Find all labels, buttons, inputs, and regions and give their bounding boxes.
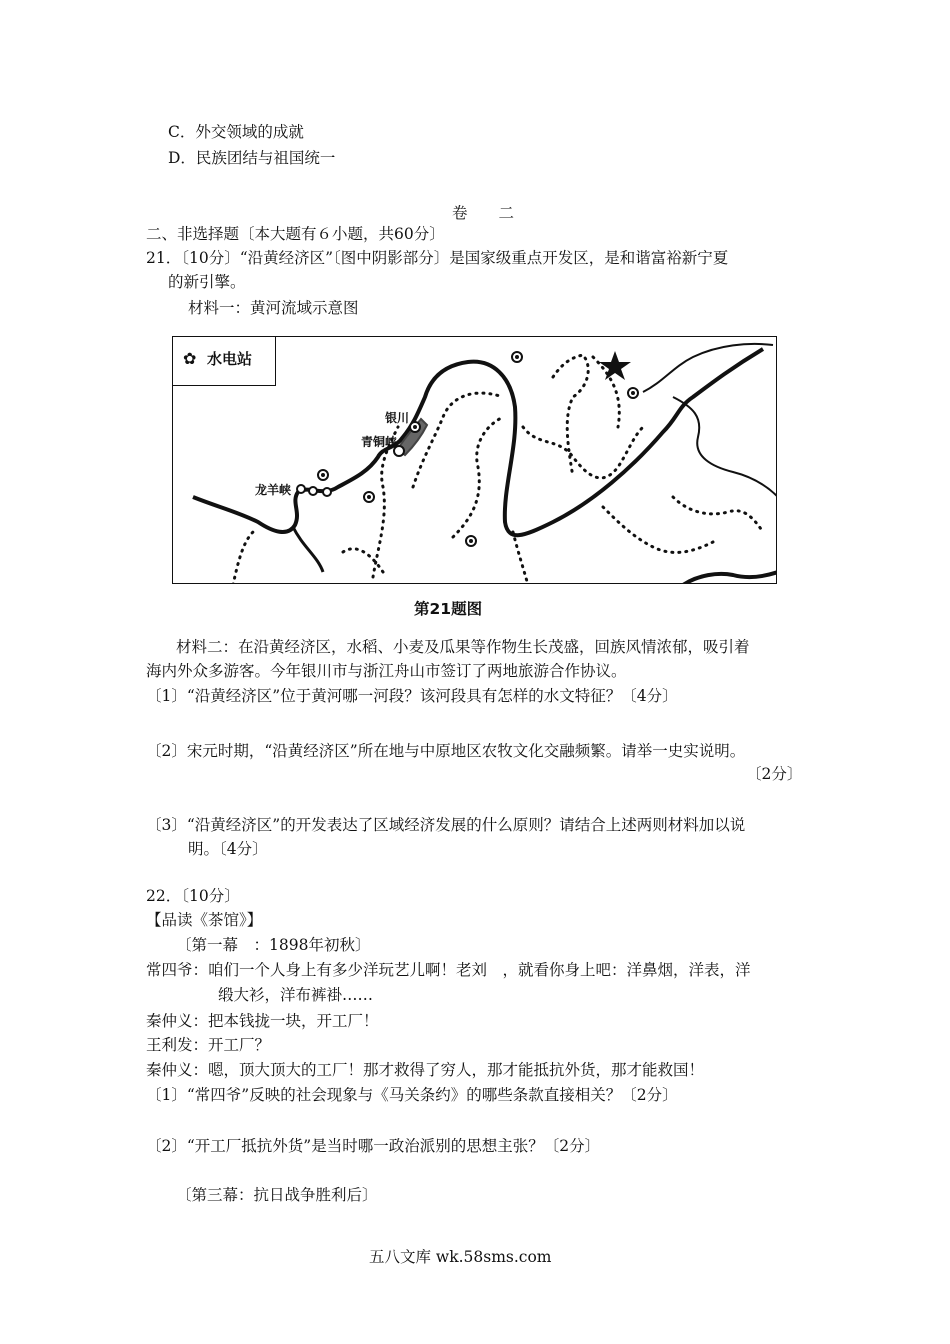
- city-label-yinchuan: 银川: [385, 411, 410, 425]
- q22-sub2: 〔2〕“开工厂抵抗外货”是当时哪一政治派别的思想主张？〔2分〕: [146, 1137, 601, 1155]
- q21-sub1: 〔1〕“沿黄经济区”位于黄河哪一河段？该河段具有怎样的水文特征？〔4分〕: [146, 687, 678, 705]
- q22-sub1: 〔1〕“常四爷”反映的社会现象与《马关条约》的哪些条款直接相关？〔2分〕: [146, 1086, 678, 1104]
- volume-title: 卷 二: [452, 204, 515, 222]
- yellow-river-main-line: [193, 349, 763, 535]
- q21-intro-line2: 的新引擎。: [168, 273, 246, 291]
- bay-outline: [673, 397, 777, 497]
- q22-act1: 〔第一幕 ：1898年初秋〕: [176, 936, 371, 954]
- q21-material2-line2: 海内外众多游客。今年银川市与浙江舟山市签订了两地旅游合作协议。: [146, 662, 627, 680]
- hydropower-station-icon: [323, 488, 331, 496]
- hydropower-station-markers: [297, 352, 638, 546]
- q21-material1-label: 材料一：黄河流域示意图: [188, 299, 359, 317]
- q21-intro-line1: 21．〔10分〕“沿黄经济区”〔图中阴影部分〕是国家级重点开发区，是和谐富裕新宁夏: [146, 249, 729, 267]
- yellow-river-basin-map: [172, 336, 777, 584]
- section-heading: 二、非选择题〔本大题有６小题，共60分〕: [146, 225, 445, 243]
- option-d: D．民族团结与祖国统一: [168, 149, 336, 167]
- dotted-border-3: [453, 417, 503, 537]
- q21-sub3-line2: 明。〔4分〕: [188, 840, 268, 858]
- page-footer: 五八文库 wk.58sms.com: [369, 1248, 552, 1266]
- q22-dialogue4: 秦仲义：嗯，顶大顶大的工厂！那才救得了穷人，那才能抵抗外货，那才能救国！: [146, 1061, 705, 1079]
- city-label-longyangxia: 龙羊峡: [255, 483, 292, 497]
- option-c: C．外交领域的成就: [168, 123, 304, 141]
- dotted-border-10: [343, 549, 383, 572]
- lower-reach-line: [293, 527, 323, 572]
- capital-star-icon: [599, 351, 631, 380]
- dotted-border-4: [553, 355, 588, 477]
- q21-sub2-score: 〔2分〕: [746, 765, 803, 783]
- q21-sub3-line1: 〔3〕“沿黄经济区”的开发表达了区域经济发展的什么原则？请结合上述两则材料加以说: [146, 816, 746, 834]
- legend-label: 水电站: [207, 350, 253, 368]
- hydropower-station-icon: ✿: [183, 349, 197, 368]
- q22-dialogue1-line1: 常四爷：咱们一个人身上有多少洋玩艺儿啊！老刘 ，就看你身上吧：洋鼻烟，洋表，洋: [146, 961, 751, 979]
- city-label-qingtongxia: 青铜峡: [361, 435, 398, 449]
- q22-header: 22．〔10分〕: [146, 887, 240, 905]
- dotted-border-9: [233, 532, 253, 584]
- q21-material2-line1: 材料二：在沿黄经济区，水稻、小麦及瓜果等作物生长茂盛，回族风情浓郁，吸引着: [176, 638, 750, 656]
- lower-right-coast: [683, 572, 777, 584]
- hydropower-station-icon: [309, 487, 317, 495]
- dotted-border-2: [413, 393, 503, 487]
- map-legend: [173, 337, 276, 386]
- dotted-border-8: [673, 497, 763, 532]
- hydropower-station-icon: [297, 485, 305, 493]
- q21-sub2-line1: 〔2〕宋元时期，“沿黄经济区”所在地与中原地区农牧文化交融频繁。请举一史实说明。: [146, 742, 746, 760]
- q22-dialogue1-line2: 缎大衫，洋布裤褂……: [218, 986, 374, 1004]
- q22-act3: 〔第三幕：抗日战争胜利后〕: [176, 1186, 378, 1204]
- dotted-border-11: [513, 532, 528, 584]
- q22-dialogue3: 王利发：开工厂？: [146, 1036, 271, 1054]
- map-caption: 第21题图: [414, 600, 483, 618]
- dotted-border-7: [603, 507, 713, 552]
- q22-dialogue2: 秦仲义：把本钱拢一块，开工厂！: [146, 1012, 379, 1030]
- q22-title: 【品读《茶馆》】: [146, 911, 263, 929]
